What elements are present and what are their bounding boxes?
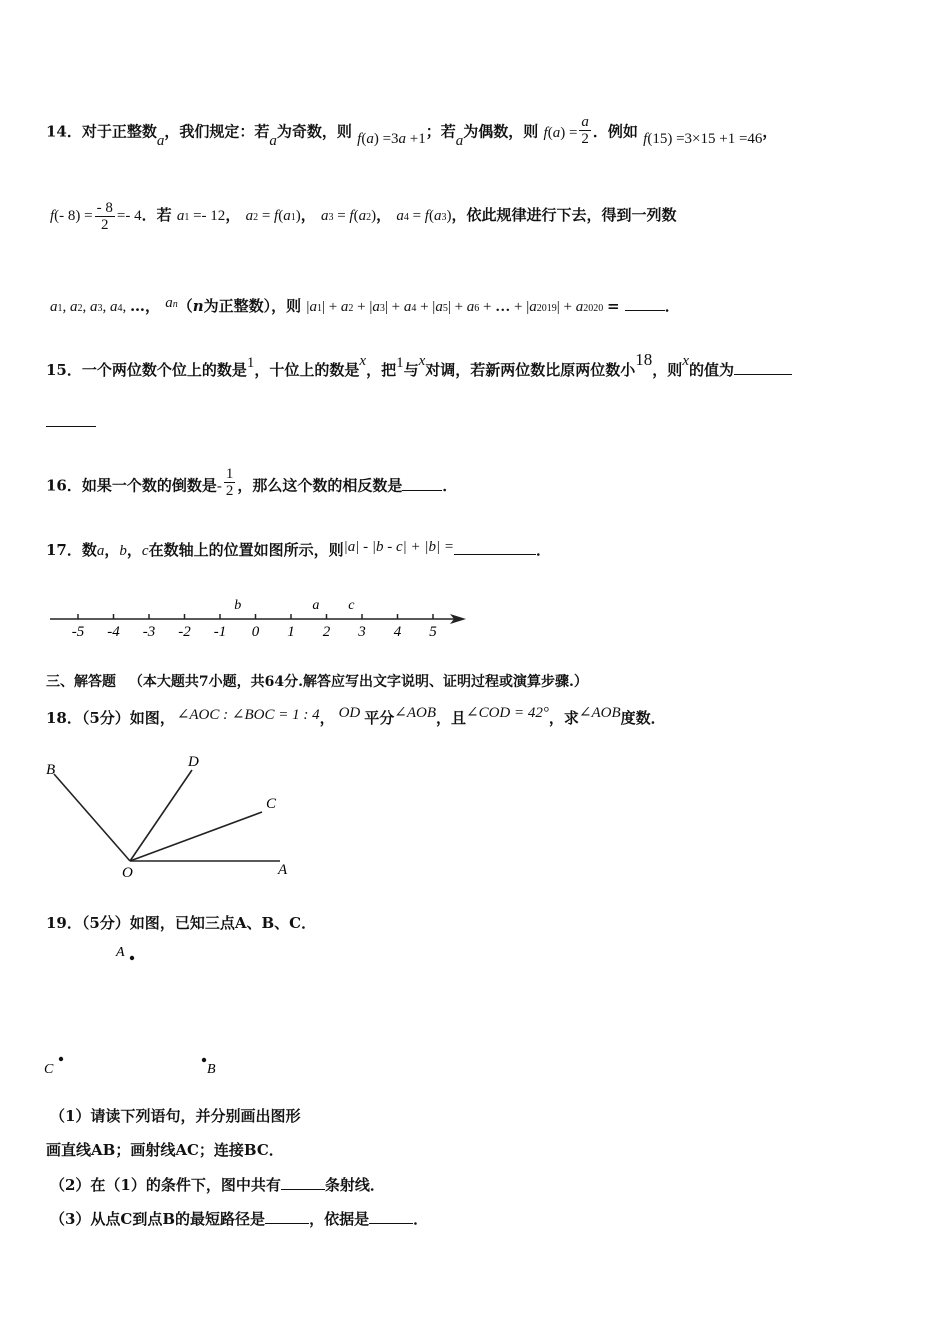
answer-blank[interactable] xyxy=(402,476,442,491)
tick-label: -3 xyxy=(142,624,156,640)
angle-cod: ∠COD = 42° xyxy=(466,705,549,721)
q15-text: ，把 xyxy=(366,361,397,379)
q15-text: 与 xyxy=(403,361,419,379)
a2-def: a2 = f(a1) xyxy=(245,207,301,224)
label-C: C xyxy=(266,796,277,812)
q14-text: ．例如 xyxy=(592,122,638,141)
answer-blank[interactable] xyxy=(265,1209,309,1224)
q15-line1 xyxy=(46,350,792,381)
q19-instructions xyxy=(46,1140,284,1160)
label-A: A xyxy=(116,945,125,960)
q17-text: 数 xyxy=(81,541,97,559)
segment-od: OD xyxy=(338,705,361,721)
var-b: b xyxy=(119,543,127,559)
digit-one: 1 xyxy=(396,355,404,371)
fraction-half xyxy=(224,466,236,499)
tick-label: -1 xyxy=(213,624,227,640)
formula-even: f(a) = $\frac{a}{2}$ xyxy=(543,114,589,147)
tick-label: -4 xyxy=(107,624,120,640)
sum-expression: |a1| + a2 + |a3| + a4 + |a5| + a6 + … + |a2019| + a2020 xyxy=(306,299,604,315)
q18-text: 度数． xyxy=(620,709,666,727)
tick-label: 1 xyxy=(287,624,295,640)
formula-odd: f xyxy=(357,130,362,147)
q18-text: ，且 xyxy=(436,709,467,727)
q18-text: ，求 xyxy=(548,709,579,727)
q16-text: ． xyxy=(442,476,458,495)
q14-text: ， xyxy=(225,205,241,224)
point-label-b: b xyxy=(234,598,242,613)
label-B: B xyxy=(207,1062,216,1077)
angle-aob: ∠AOB xyxy=(578,705,621,721)
a1-def: a1 =- 12 xyxy=(176,207,226,224)
q16-text: ，那么这个数的相反数是 xyxy=(237,476,403,495)
ray-oc xyxy=(130,812,262,861)
q15-text: 一个两位数个位上的数是 xyxy=(81,361,247,379)
q19-text: 画直线AB；画射线AC；连接BC． xyxy=(46,1141,284,1159)
frac-denominator: 2 xyxy=(225,483,234,499)
q14-text: 对于正整数 xyxy=(81,122,157,141)
q19-text: （2）在（1）的条件下，图中共有 xyxy=(50,1176,281,1194)
q18-text: （5分）如图， xyxy=(81,709,175,727)
tick-label: 5 xyxy=(429,624,437,640)
q18-line xyxy=(46,705,666,729)
abs-expression: |a| - |b - c| + |b| = xyxy=(343,539,454,555)
q15-number: 15． xyxy=(46,361,82,379)
q19-text: ． xyxy=(413,1210,429,1228)
q19-part1 xyxy=(50,1106,300,1126)
q14-text: 为奇数，则 xyxy=(276,122,352,141)
var-a: a xyxy=(156,132,165,149)
tick-label: 3 xyxy=(358,624,366,640)
q15-text: 的值为 xyxy=(688,361,734,379)
point-a xyxy=(130,956,134,960)
q14-line1: 14．对于正整数a，我们规定：若a为奇数，则 f(a) =3a +1；若a为偶数，则 f(a) = $\frac{a}{2}$ ．例如 f(15) =3×15 +1 =46， xyxy=(46,114,778,149)
points-figure xyxy=(40,940,240,1080)
label-O: O xyxy=(122,865,133,880)
q18-text: 平分 xyxy=(364,709,395,727)
q14-text: ．若 xyxy=(141,205,172,224)
a4-def: a4 = f(a3) xyxy=(396,207,452,224)
sequence: a1, a2, a3, a4, xyxy=(50,299,130,315)
q19-line xyxy=(46,913,316,933)
section-title: 三、解答题 xyxy=(46,674,116,690)
var-x: x xyxy=(359,353,367,369)
q17-text: ， xyxy=(104,541,120,559)
q16-number: 16． xyxy=(46,476,82,495)
q18-text: ， xyxy=(319,709,335,727)
answer-blank[interactable] xyxy=(454,540,536,555)
q19-text: （1）请读下列语句，并分别画出图形 xyxy=(50,1107,301,1125)
q14-text: ，依此规律进行下去，得到一列数 xyxy=(451,205,677,224)
var-x: x xyxy=(418,353,426,369)
q15-text: 对调，若新两位数比原两位数小 xyxy=(425,361,636,379)
q17-text: ． xyxy=(536,541,552,559)
label-C: C xyxy=(44,1062,54,1077)
number-18: 18 xyxy=(635,350,653,369)
q14-text: （ xyxy=(177,297,193,315)
point-label-c: c xyxy=(348,598,355,613)
q16-text: 如果一个数的倒数是 xyxy=(81,476,217,495)
tick-label: -2 xyxy=(178,624,191,640)
q14-text: ；若 xyxy=(425,122,456,141)
point-b xyxy=(202,1058,206,1062)
point-label-a: a xyxy=(312,598,320,613)
q14-text: ． xyxy=(664,297,680,315)
tick-label: -5 xyxy=(71,624,85,640)
ray-ob xyxy=(54,774,130,861)
frac-numerator: 1 xyxy=(225,466,234,482)
section-note: （本大题共7小题，共64分.解答应写出文字说明、证明过程或演算步骤.） xyxy=(128,674,588,690)
q18-number: 18． xyxy=(46,709,82,727)
q14-line3: a1, a2, a3, a4, …， an（n为正整数），则 |a1| + a2 + |a3| + a4 + |a5| + a6 + … + |a2019| + a2020 = ． xyxy=(50,295,680,315)
var-a: a xyxy=(269,132,277,149)
var-x: x xyxy=(682,353,689,369)
digit-one: 1 xyxy=(246,355,255,371)
q16-line xyxy=(46,466,458,503)
angle-aob: ∠AOB xyxy=(394,705,437,721)
var-a: a xyxy=(455,132,464,149)
label-B: B xyxy=(46,762,56,778)
q19-text: ，依据是 xyxy=(309,1210,370,1228)
q14-text: 为偶数，则 xyxy=(463,122,539,141)
q19-text: 条射线． xyxy=(324,1176,385,1194)
example-formula: f(15) =3×15 +1 =46 xyxy=(643,130,763,147)
example-even: f(- 8) = $\frac{- 8}{2}$ =- 4 xyxy=(50,200,142,233)
q15-text: ，则 xyxy=(652,361,683,379)
answer-blank-cont[interactable] xyxy=(46,412,96,427)
q14-number: 14． xyxy=(46,122,82,141)
answer-blank[interactable] xyxy=(625,296,665,311)
a3-def: a3 = f(a2) xyxy=(320,207,377,224)
q19-text: （5分）如图，已知三点A、B、C． xyxy=(81,914,317,932)
answer-blank[interactable] xyxy=(734,360,792,375)
label-A: A xyxy=(278,862,288,878)
q17-line xyxy=(46,540,551,561)
var-c: c xyxy=(141,543,149,559)
q14-line2: f(- 8) = $\frac{- 8}{2}$ =- 4．若 a1 =- 12， a2 = f(a1)， a3 = f(a2)， a4 = f(a3)，依此规律进行下去，得到一列数 xyxy=(50,200,677,233)
q17-text: 在数轴上的位置如图所示，则 xyxy=(148,541,344,559)
q15-text: ，十位上的数是 xyxy=(254,361,360,379)
q14-text: ， xyxy=(762,122,778,141)
tick-label: 0 xyxy=(251,624,260,640)
section-heading xyxy=(46,672,588,692)
q17-text: ， xyxy=(126,541,142,559)
q19-number: 19． xyxy=(46,914,82,932)
ray-od xyxy=(130,770,192,861)
q17-number: 17． xyxy=(46,541,82,559)
q19-part3 xyxy=(50,1209,428,1229)
minus-sign: - xyxy=(216,478,222,495)
tick-label: 2 xyxy=(322,624,331,640)
angle-ratio: ∠AOC : ∠BOC = 1 : 4 xyxy=(176,707,320,723)
angle-figure xyxy=(40,750,300,880)
q19-part2 xyxy=(50,1175,385,1195)
q19-text: （3）从点C到点B的最短路径是 xyxy=(50,1210,266,1228)
var-a: a xyxy=(96,543,105,559)
answer-blank[interactable] xyxy=(281,1175,325,1190)
tick-label: 4 xyxy=(393,624,402,640)
label-D: D xyxy=(188,754,199,770)
point-c xyxy=(59,1057,63,1061)
number-line xyxy=(44,594,474,642)
q14-text: 为正整数），则 xyxy=(203,297,302,315)
q14-text: ，我们规定：若 xyxy=(164,122,270,141)
answer-blank[interactable] xyxy=(369,1209,413,1224)
